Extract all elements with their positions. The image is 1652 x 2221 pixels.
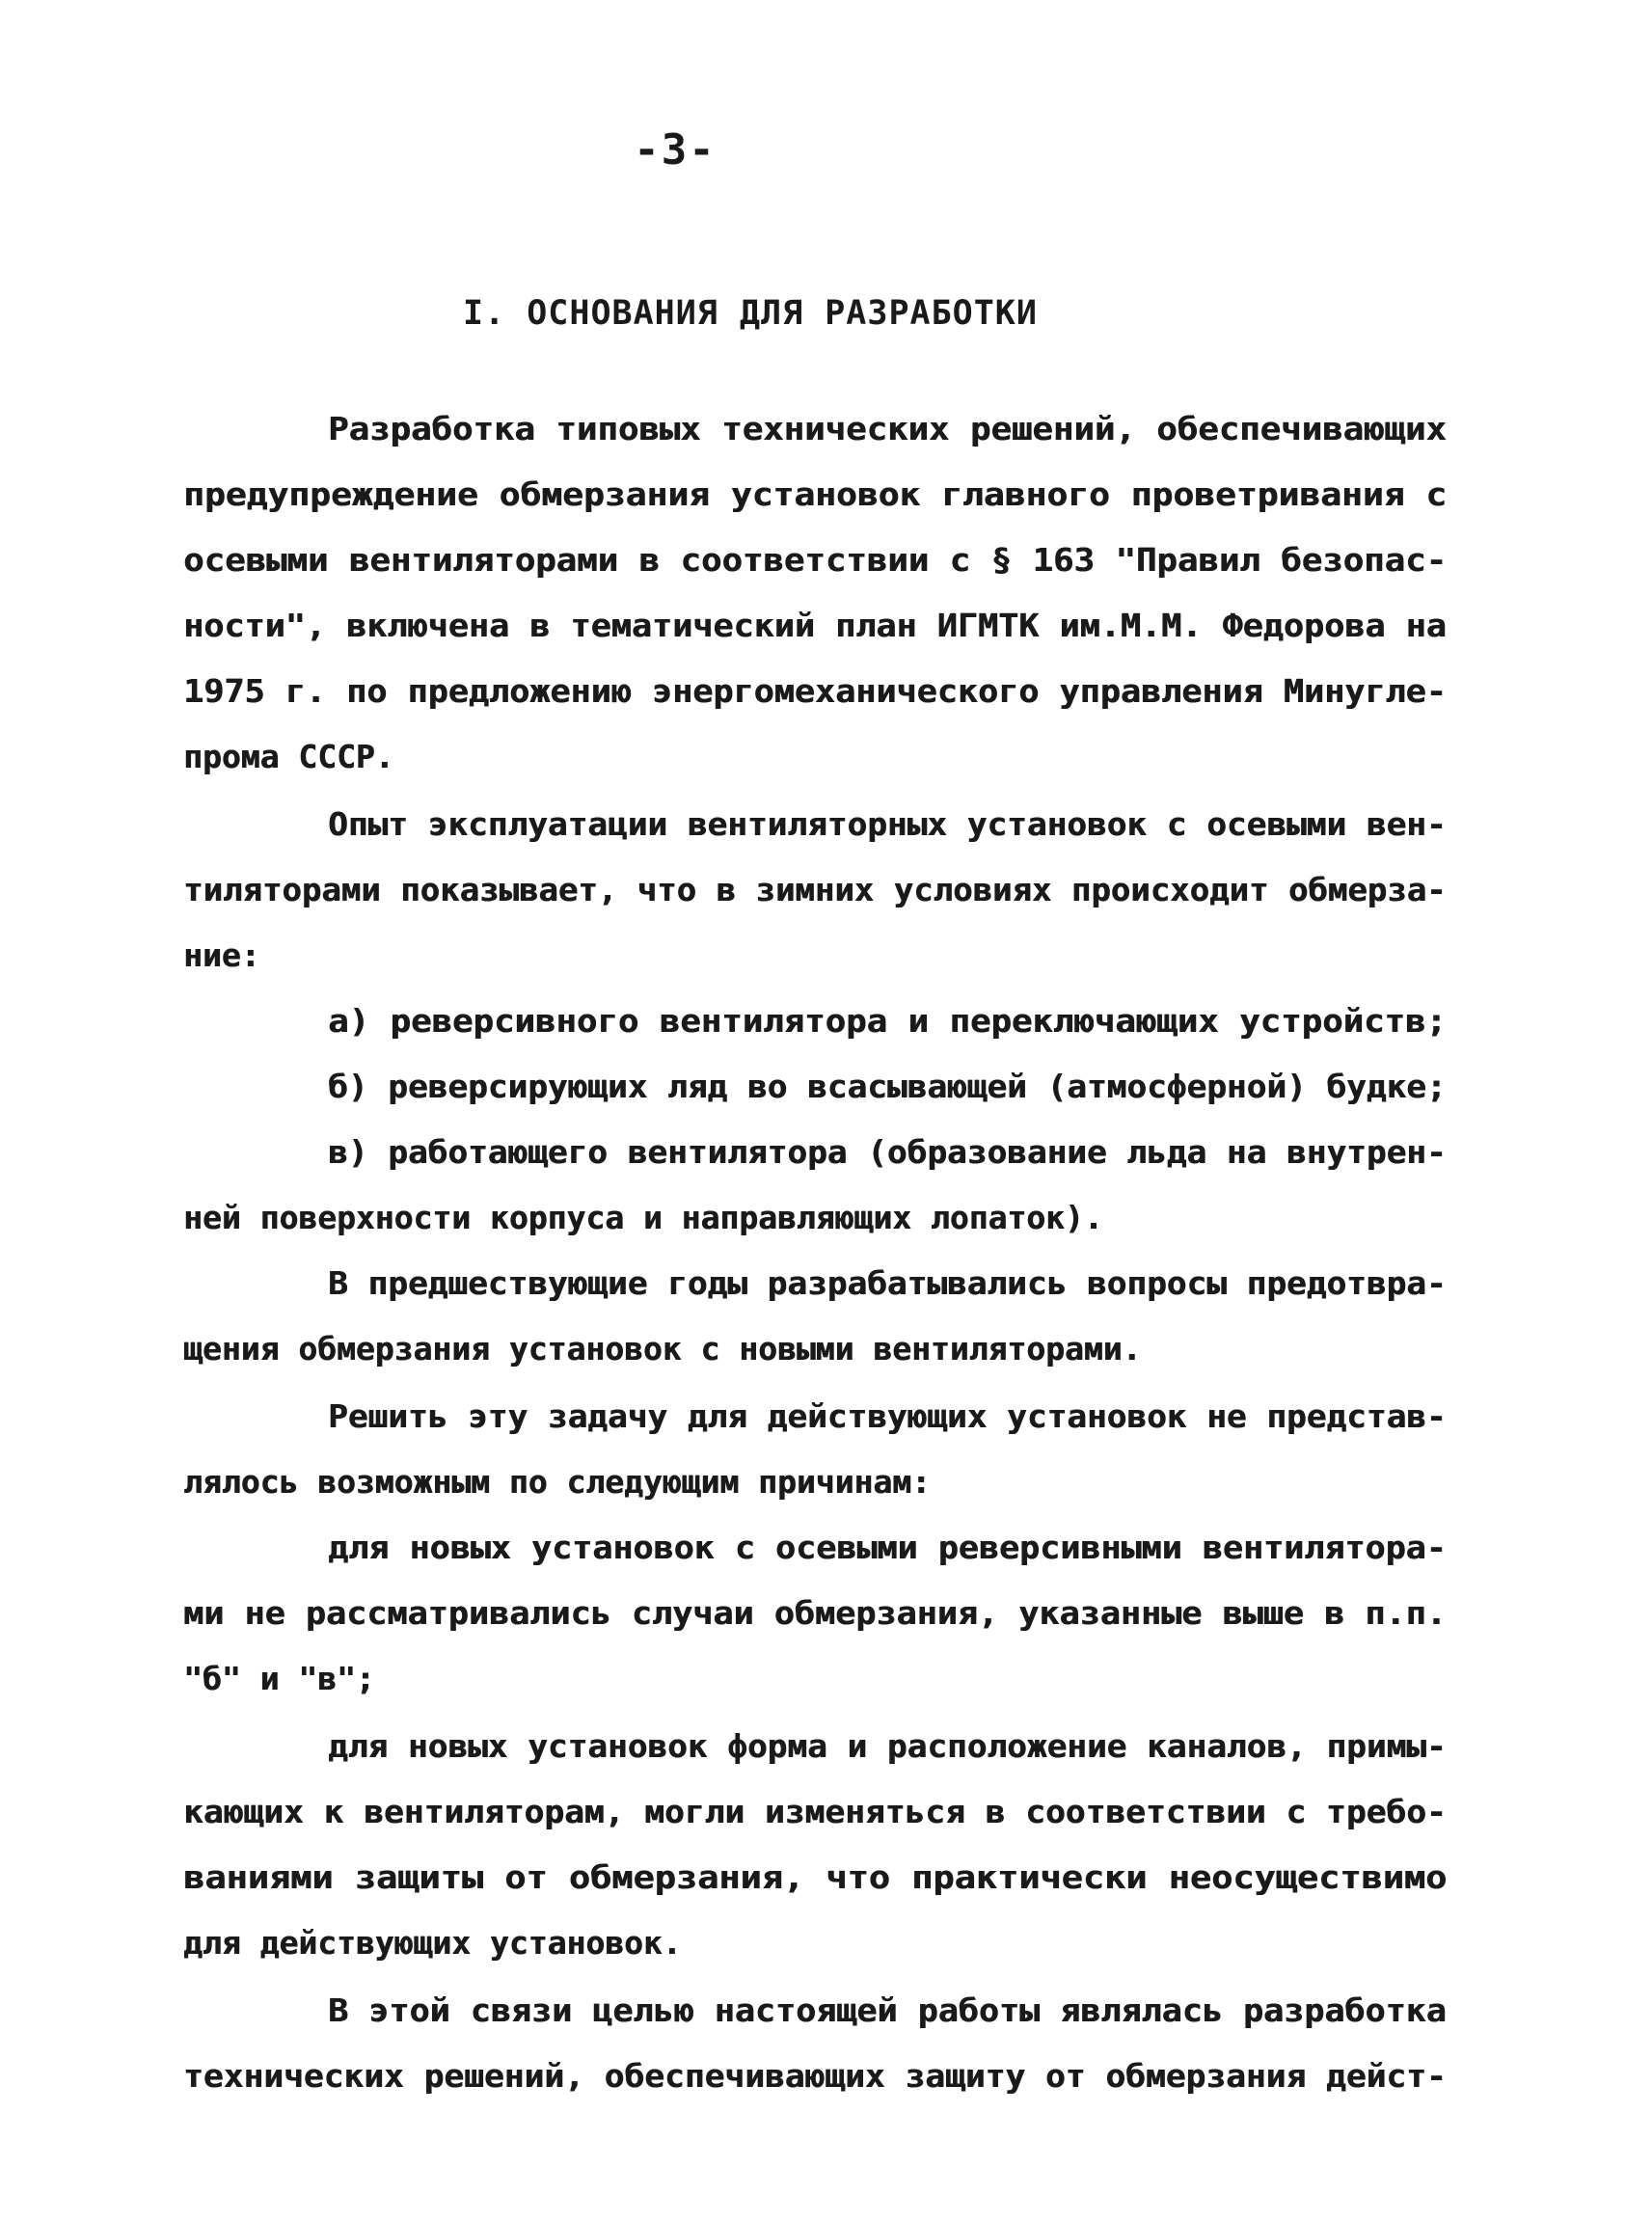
text-line: Опыт эксплуатации вентиляторных установок с осевыми вен- <box>328 805 1447 843</box>
text-line: 1975 г. по предложению энергомеханического управления Минуглe- <box>183 672 1447 710</box>
text-line: В этой связи целью настоящей работы являлась разработка <box>328 1991 1447 2029</box>
text-line: прома СССР. <box>183 738 394 775</box>
text-line: технических решений, обеспечивающих защиту от обмерзания дейст- <box>183 2057 1447 2095</box>
text-line: предупреждение обмерзания установок главного проветривания с <box>183 475 1448 513</box>
text-line: осевыми вентиляторами в соответствии с § 163 "Правил безопас- <box>183 541 1447 579</box>
text-line: а) реверсивного вентилятора и переключающих устройств; <box>328 1002 1447 1040</box>
text-line: "б" и "в"; <box>183 1660 375 1697</box>
text-line: лялось возможным по следующим причинам: <box>183 1463 931 1501</box>
text-line: для новых установок форма и расположение каналов, примы- <box>328 1727 1447 1765</box>
text-line: для новых установок с осевыми реверсивными вентилятора- <box>328 1529 1447 1566</box>
text-line: В предшествующие годы разрабатывались вопросы предотвра- <box>328 1264 1447 1302</box>
text-line: для действующих установок. <box>183 1924 682 1962</box>
text-line: б) реверсирующих ляд во всасывающей (атмосферной) будке; <box>328 1068 1447 1105</box>
page-number: -3- <box>634 125 717 175</box>
text-line: ней поверхности корпуса и направляющих лопаток). <box>183 1199 1103 1236</box>
text-line: ваниями защиты от обмерзания, что практически неосуществимо <box>183 1858 1448 1896</box>
text-line: Разработка типовых технических решений, обеспечивающих <box>328 410 1447 447</box>
text-line: ние: <box>183 936 260 974</box>
text-line: в) работающего вентилятора (образование льда на внутрен- <box>328 1133 1447 1171</box>
text-line: ности", включена в тематический план ИГМТК им.М.М. Федорова на <box>183 607 1447 644</box>
section-title: I. ОСНОВАНИЯ ДЛЯ РАЗРАБОТКИ <box>463 294 1038 333</box>
text-line: кающих к вентиляторам, могли изменяться в соответствии с требо- <box>183 1793 1447 1830</box>
text-line: ми не рассматривались случаи обмерзания, указанные выше в п.п. <box>183 1594 1447 1632</box>
text-line: щения обмерзания установок с новыми вентиляторами. <box>183 1330 1142 1368</box>
text-line: Решить эту задачу для действующих установок не представ- <box>328 1397 1447 1435</box>
text-line: тиляторами показывает, что в зимних условиях происходит обмерза- <box>183 871 1447 908</box>
